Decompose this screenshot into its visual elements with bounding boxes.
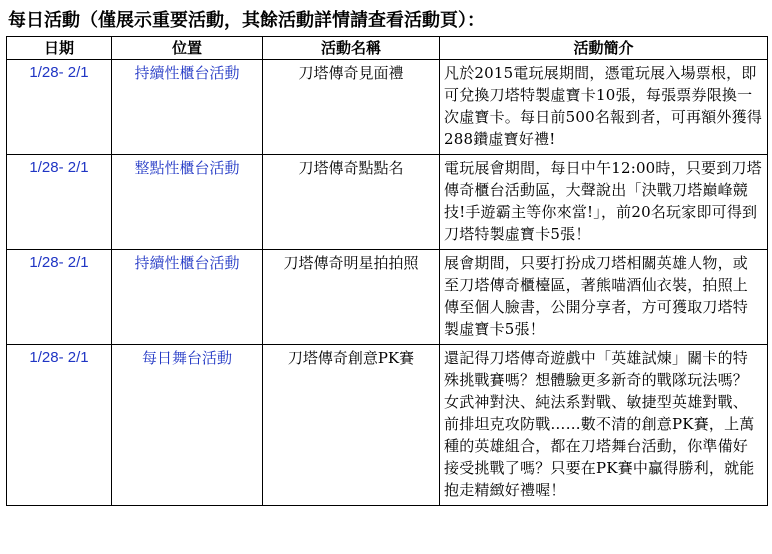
cell-location: 整點性櫃台活動: [112, 155, 263, 250]
table-row: [7, 60, 768, 155]
cell-date: 1/28- 2/1: [7, 155, 112, 250]
table-header-row: [7, 37, 768, 60]
header-event-description: 活動簡介: [440, 37, 768, 60]
cell-event-name: 刀塔傳奇點點名: [263, 155, 440, 250]
table-row: [7, 155, 768, 250]
header-date: 日期: [7, 37, 112, 60]
header-location: 位置: [112, 37, 263, 60]
events-table: [6, 36, 768, 506]
cell-description: 展會期間，只要打扮成刀塔相關英雄人物，或至刀塔傳奇櫃檯區，著熊喵酒仙衣裝，拍照上傳至個人臉書，公開分享者，方可獲取刀塔特製虛寶卡5張！: [440, 250, 768, 345]
cell-description: 電玩展會期間，每日中午12:00時，只要到刀塔傳奇櫃台活動區，大聲說出「決戰刀塔巔峰競技!手遊霸主等你來當!」，前20名玩家即可得到刀塔特製虛寶卡5張！: [440, 155, 768, 250]
header-event-name: 活動名稱: [263, 37, 440, 60]
page-heading: 每日活動（僅展示重要活動，其餘活動詳情請查看活動頁）：: [8, 10, 485, 31]
cell-event-name: 刀塔傳奇明星拍拍照: [263, 250, 440, 345]
cell-description: 凡於2015電玩展期間，憑電玩展入場票根，即可兌換刀塔特製虛寶卡10張，每張票券限換一次虛寶卡。每日前500名報到者，可再額外獲得288鑽虛寶好禮!: [440, 60, 768, 155]
cell-location: 持續性櫃台活動: [112, 60, 263, 155]
cell-date: 1/28- 2/1: [7, 60, 112, 155]
table-row: [7, 345, 768, 506]
cell-location: 持續性櫃台活動: [112, 250, 263, 345]
cell-event-name: 刀塔傳奇見面禮: [263, 60, 440, 155]
cell-date: 1/28- 2/1: [7, 250, 112, 345]
cell-date: 1/28- 2/1: [7, 345, 112, 506]
cell-location: 每日舞台活動: [112, 345, 263, 506]
cell-event-name: 刀塔傳奇創意PK賽: [263, 345, 440, 506]
table-row: [7, 250, 768, 345]
cell-description: 還記得刀塔傳奇遊戲中「英雄試煉」關卡的特殊挑戰賽嗎？想體驗更多新奇的戰隊玩法嗎？女武神對決、純法系對戰、敏捷型英雄對戰、前排坦克攻防戰……數不清的創意PK賽，上萬種的英雄組合，都在刀塔舞台活動，你準備好接受挑戰了嗎？只要在PK賽中贏得勝利，就能抱走精緻好禮喔！: [440, 345, 768, 506]
